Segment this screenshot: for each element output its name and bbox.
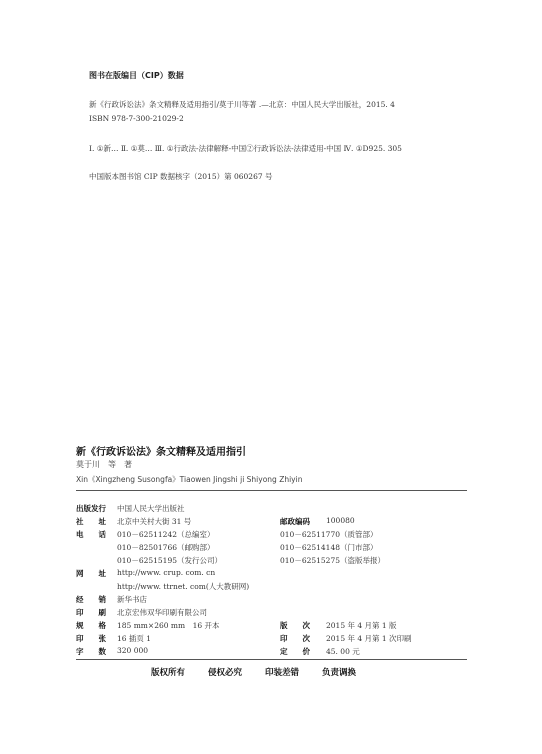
spec-value: 185 mm×260 mm 16 开本: [117, 621, 220, 630]
phone-left-3: 010－62515195（发行公司）: [117, 556, 222, 565]
cip-isbn: ISBN 978-7-300-21029-2: [89, 114, 184, 123]
sheets-value: 16 插页 1: [117, 634, 152, 643]
infringe-text: 侵权必究: [207, 668, 242, 678]
postcode-value: 100080: [326, 516, 355, 525]
error-text: 印装差错: [264, 668, 299, 678]
cip-record-number: 中国版本图书馆 CIP 数据核字（2015）第 060267 号: [89, 172, 273, 181]
book-pinyin-title: Xin《Xingzheng Susongfa》Tiaowen Jingshi ji Shiyong Zhiyin: [76, 475, 303, 484]
phone-label: 电 话: [76, 530, 106, 539]
book-title: 新《行政诉讼法》条文精释及适用指引: [76, 447, 246, 458]
phone-right-2: 010－62514148（门市部）: [280, 543, 378, 552]
top-divider: [76, 490, 467, 491]
address-label: 社 址: [76, 517, 106, 526]
bottom-divider: [76, 659, 467, 660]
edition-value: 2015 年 4 月第 1 版: [326, 621, 397, 630]
distributor-label: 经 销: [76, 595, 106, 604]
postcode-label: 邮政编码: [280, 517, 310, 526]
cip-title: 图书在版编目（CIP）数据: [89, 71, 184, 80]
distributor-value: 新华书店: [117, 595, 147, 604]
printer-value: 北京宏伟双华印刷有限公司: [117, 608, 207, 617]
cip-book-entry: 新《行政诉讼法》条文精释及适用指引/莫于川等著 .—北京：中国人民大学出版社，2015. 4: [89, 100, 395, 109]
publisher-value: 中国人民大学出版社: [117, 504, 185, 513]
printer-label: 印 刷: [76, 608, 106, 617]
sheets-label: 印 张: [76, 634, 106, 643]
words-value: 320 000: [117, 646, 149, 655]
web-url-1: http://www. crup. com. cn: [117, 568, 216, 577]
exchange-text: 负责调换: [321, 668, 356, 678]
impression-label: 印 次: [280, 634, 310, 643]
edition-label: 版 次: [280, 621, 310, 630]
phone-left-2: 010－82501766（邮购部）: [117, 543, 215, 552]
spec-label: 规 格: [76, 621, 106, 630]
web-label: 网 址: [76, 569, 106, 578]
publisher-label: 出版发行: [76, 504, 106, 513]
phone-right-1: 010－62511770（质管部）: [280, 530, 378, 539]
cip-subject-headings: Ⅰ. ①新… Ⅱ. ①莫… Ⅲ. ①行政法-法律解释-中国②行政诉讼法-法律适用-中国 Ⅳ. ①D925. 305: [89, 144, 402, 153]
copyright-text: 版权所有: [151, 668, 186, 678]
copyright-notice: [151, 666, 376, 678]
web-url-2: http://www. ttrnet. com(人大教研网): [117, 582, 250, 591]
price-label: 定 价: [280, 647, 310, 656]
book-author: 莫于川 等 著: [76, 460, 132, 469]
phone-left-1: 010－62511242（总编室）: [117, 530, 215, 539]
address-value: 北京中关村大街 31 号: [117, 517, 192, 526]
words-label: 字 数: [76, 647, 106, 656]
impression-value: 2015 年 4 月第 1 次印刷: [326, 634, 412, 643]
phone-right-3: 010－62515275（盗版举报）: [280, 556, 385, 565]
price-value: 45. 00 元: [326, 647, 360, 656]
